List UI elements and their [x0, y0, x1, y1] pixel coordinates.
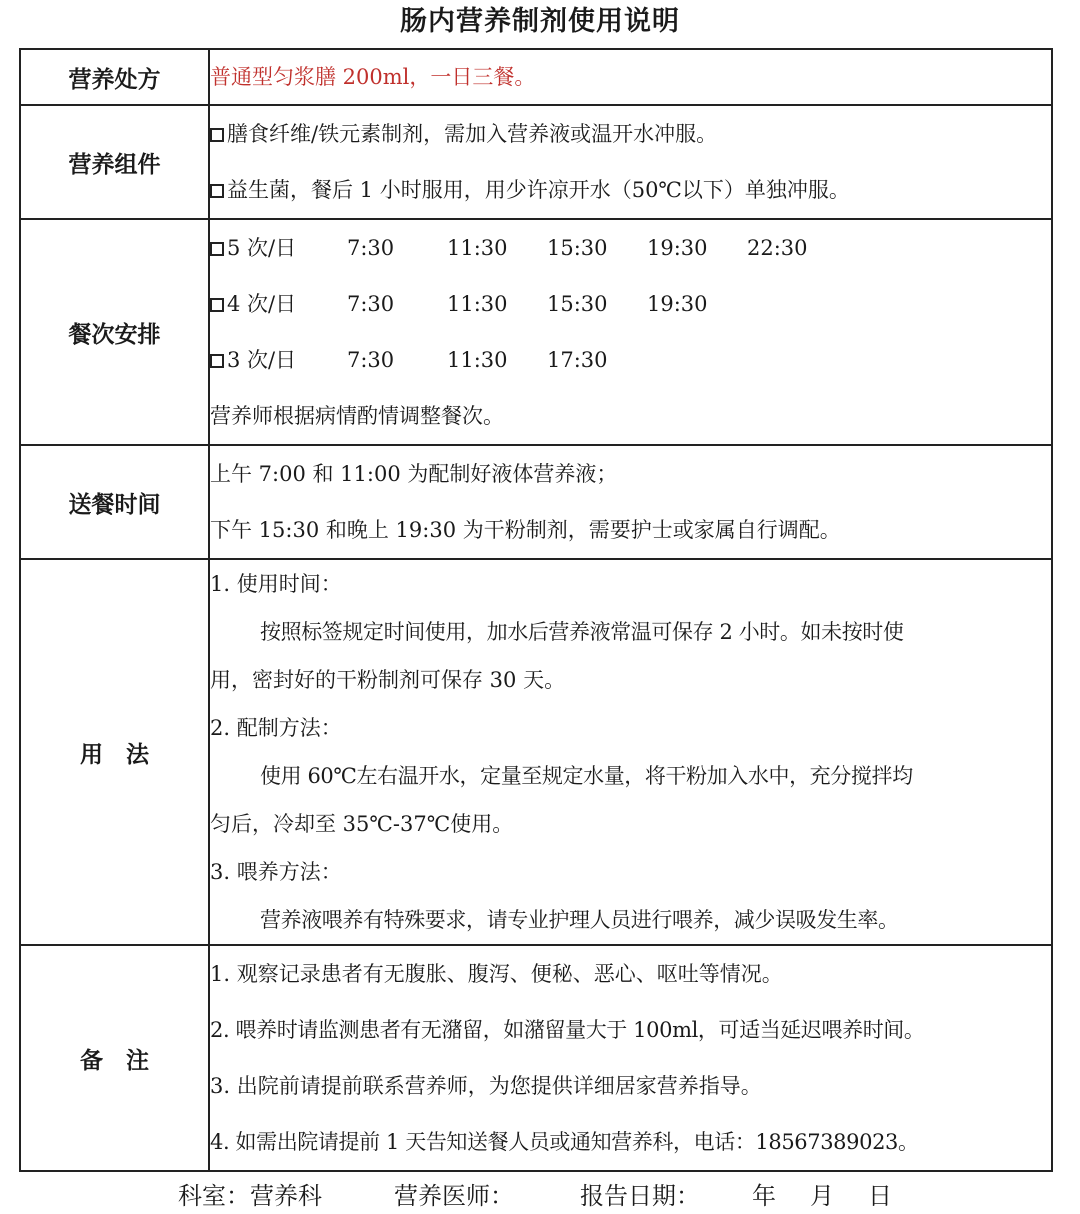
schedule-option: 4 次/日 7:30 11:30 15:30 19:30: [210, 276, 1051, 332]
components-label: 营养组件: [20, 105, 209, 219]
schedule-label: 餐次安排: [20, 219, 209, 445]
meal-time: 7:30: [347, 292, 395, 316]
usage-content: [209, 559, 1052, 945]
day-label: 日: [868, 1182, 892, 1210]
year-label: 年: [752, 1182, 776, 1210]
notes-label: 备 注: [20, 945, 209, 1171]
row-delivery: [20, 445, 1052, 559]
report-date-field: 报告日期：: [580, 1182, 700, 1210]
prescription-text: 普通型匀浆膳 200ml，一日三餐。: [210, 65, 536, 89]
component-item: 益生菌，餐后 1 小时服用，用少许凉开水（50℃以下）单独冲服。: [210, 162, 1051, 218]
usage-text: 用，密封好的干粉制剂可保存 30 天。: [210, 668, 566, 692]
schedule-option: 3 次/日 7:30 11:30 17:30: [210, 332, 1051, 388]
usage-heading: 2. 配制方法：: [210, 716, 342, 740]
checkbox-icon: [210, 242, 224, 256]
component-item: 膳食纤维/铁元素制剂，需加入营养液或温开水冲服。: [210, 106, 1051, 162]
row-usage: [20, 559, 1052, 945]
instruction-table: [19, 48, 1053, 1172]
meal-time: 15:30: [547, 236, 608, 260]
delivery-line: 下午 15:30 和晚上 19:30 为干粉制剂，需要护士或家属自行调配。: [210, 518, 841, 542]
month-label: 月: [810, 1182, 834, 1210]
row-prescription: [20, 49, 1052, 105]
notes-content: [209, 945, 1052, 1171]
footer: [0, 1172, 1080, 1214]
checkbox-icon: [210, 354, 224, 368]
meal-time: 11:30: [447, 236, 508, 260]
note-item: 4. 如需出院请提前 1 天告知送餐人员或通知营养科，电话：18567389023。: [210, 1130, 919, 1154]
meal-time: 22:30: [747, 236, 808, 260]
note-item: 1. 观察记录患者有无腹胀、腹泻、便秘、恶心、呕吐等情况。: [210, 962, 783, 986]
note-item: 2. 喂养时请监测患者有无潴留，如潴留量大于 100ml，可适当延迟喂养时间。: [210, 1018, 925, 1042]
department-field: 科室：营养科: [178, 1182, 322, 1210]
delivery-line: 上午 7:00 和 11:00 为配制好液体营养液；: [210, 462, 618, 486]
usage-text: 营养液喂养有特殊要求，请专业护理人员进行喂养，减少误吸发生率。: [260, 908, 899, 932]
meal-time: 11:30: [447, 348, 508, 372]
meal-time: 7:30: [347, 236, 395, 260]
delivery-label: 送餐时间: [20, 445, 209, 559]
usage-heading: 1. 使用时间：: [210, 572, 342, 596]
checkbox-icon: [210, 298, 224, 312]
meal-time: 19:30: [647, 292, 708, 316]
checkbox-icon: [210, 128, 224, 142]
schedule-content: [209, 219, 1052, 445]
meal-time: 19:30: [647, 236, 708, 260]
meal-time: 11:30: [447, 292, 508, 316]
usage-text: 使用 60℃左右温开水，定量至规定水量，将干粉加入水中，充分搅拌均: [260, 764, 913, 788]
meal-time: 7:30: [347, 348, 395, 372]
usage-label: 用 法: [20, 559, 209, 945]
row-schedule: [20, 219, 1052, 445]
document-title: 肠内营养制剂使用说明: [400, 6, 680, 37]
schedule-note: 营养师根据病情酌情调整餐次。: [210, 404, 504, 428]
usage-text: 按照标签规定时间使用，加水后营养液常温可保存 2 小时。如未按时使: [260, 620, 904, 644]
doctor-field: 营养医师：: [394, 1182, 514, 1210]
usage-heading: 3. 喂养方法：: [210, 860, 342, 884]
row-components: [20, 105, 1052, 219]
usage-text: 匀后，冷却至 35℃-37℃使用。: [210, 812, 514, 836]
note-item: 3. 出院前请提前联系营养师，为您提供详细居家营养指导。: [210, 1074, 762, 1098]
meal-time: 17:30: [547, 348, 608, 372]
meal-time: 15:30: [547, 292, 608, 316]
schedule-option: 5 次/日 7:30 11:30 15:30 19:30 22:30: [210, 220, 1051, 276]
delivery-content: [209, 445, 1052, 559]
prescription-label: 营养处方: [20, 49, 209, 105]
row-notes: [20, 945, 1052, 1171]
checkbox-icon: [210, 184, 224, 198]
components-content: [209, 105, 1052, 219]
prescription-content: [209, 49, 1052, 105]
